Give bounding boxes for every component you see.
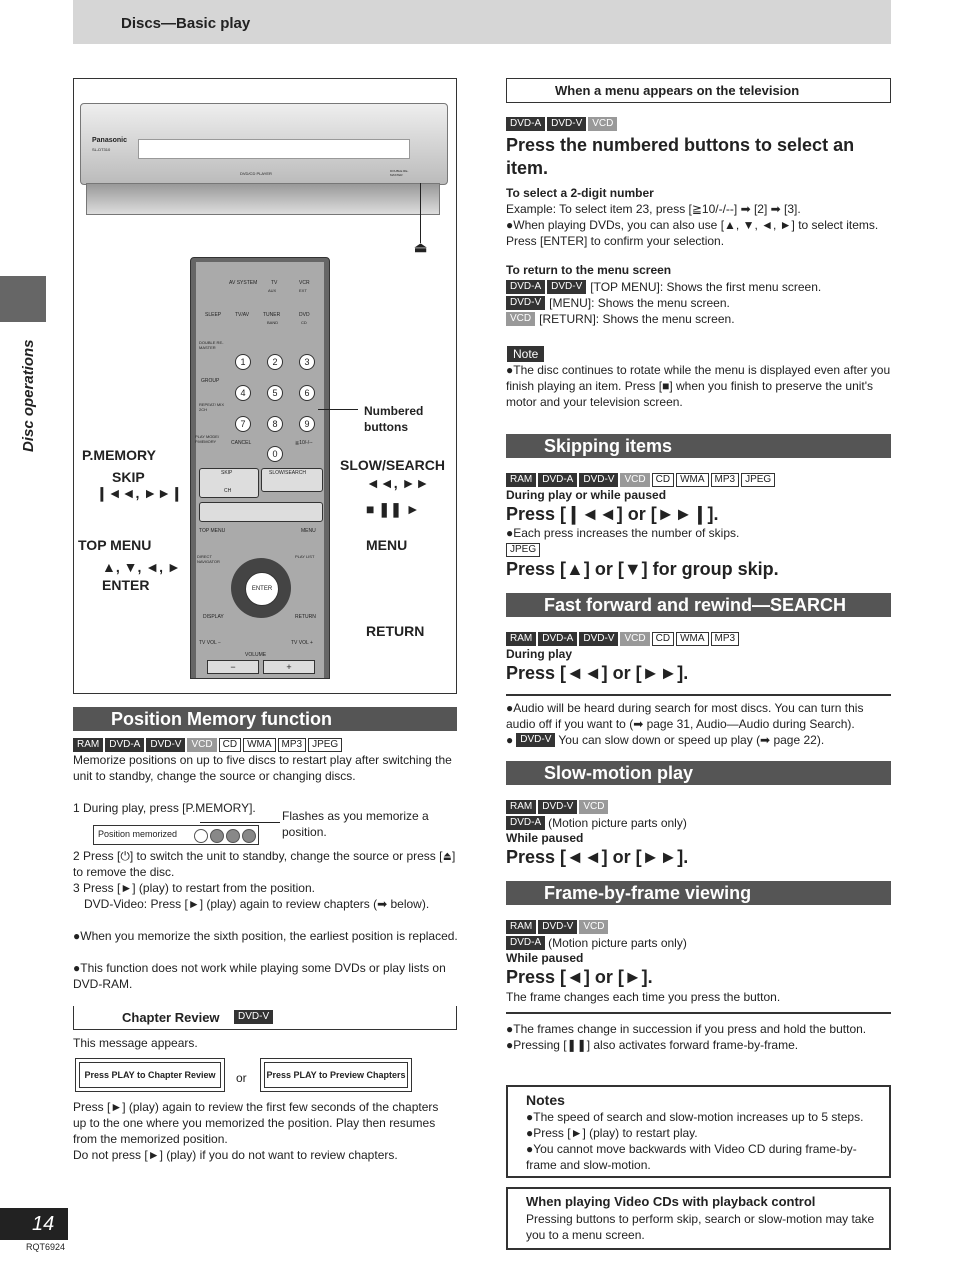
frame-dvda-row: DVD-A (Motion picture parts only): [506, 935, 687, 951]
eject-callout-line: [420, 183, 421, 243]
number-key: 8: [267, 416, 283, 432]
vcd-text: Pressing buttons to perform skip, search or slow-motion may take you to a menu screen.: [526, 1212, 875, 1242]
skip-bullet: ●Each press increases the number of skips.: [506, 526, 740, 540]
menu-press-heading: Press the numbered buttons to select an item.: [506, 135, 855, 178]
stop-pause-play-label: ■ ❚❚ ►: [366, 501, 420, 517]
flashes-note: Flashes as you memorize a position.: [282, 809, 429, 839]
indicator-lamp: [194, 829, 208, 843]
vcd-title: When playing Video CDs with playback control: [526, 1194, 816, 1209]
message-box-preview-chapters: Press PLAY to Preview Chapters: [260, 1058, 412, 1092]
badge: DVD-A: [506, 117, 545, 131]
top-menu-label: TOP MENU: [78, 537, 152, 553]
disc-badges-slow: [506, 800, 608, 814]
badge: VCD: [187, 738, 216, 752]
notes-title: Notes: [526, 1092, 565, 1108]
menu-line1: [TOP MENU]: Shows the first menu screen.: [590, 280, 822, 294]
number-key: 0: [267, 446, 283, 462]
slow-while: While paused: [506, 831, 584, 845]
badge: WMA: [676, 632, 708, 646]
skip-label: SKIP: [112, 469, 145, 485]
disc-badges-ffrew: [506, 632, 739, 646]
badge: RAM: [506, 632, 536, 646]
dvd-player-illustration: [80, 103, 446, 215]
badge: VCD: [579, 920, 608, 934]
chapter-review-box: [73, 1006, 457, 1030]
badge: JPEG: [741, 473, 775, 487]
note-label: Note: [507, 346, 544, 362]
menu-line2-row: [506, 295, 730, 311]
notes-box: [506, 1085, 891, 1178]
indicator-lamp: [242, 829, 256, 843]
chapter-review-title: Chapter Review: [122, 1010, 220, 1025]
number-key: 3: [299, 354, 315, 370]
skip-press-heading: Press [❙◄◄] or [►►❙].: [506, 504, 719, 524]
menu-sub2: To return to the menu screen: [506, 263, 672, 277]
indicator-lamp: [210, 829, 224, 843]
frame-press-heading: Press [◄] or [►].: [506, 967, 653, 987]
ffrew-bullet1: ●Audio will be heard during search for most discs. You can turn this audio off if you want to (➡ page 31, Audio—Audio during Search).: [506, 701, 864, 731]
illustration-frame: [73, 78, 457, 694]
chapter-review-badge: DVD-V: [234, 1010, 273, 1024]
section-title-frame-by-frame: Frame-by-frame viewing: [506, 881, 891, 905]
number-key: 7: [235, 416, 251, 432]
jpeg-badge: JPEG: [506, 543, 540, 557]
frame-desc: The frame changes each time you press the button.: [506, 990, 781, 1004]
badge: DVD-V: [146, 738, 185, 752]
notes-item: ●You cannot move backwards with Video CD during frame-by-frame and slow-motion.: [526, 1142, 857, 1172]
divider: [506, 694, 891, 696]
badge: DVD-V: [506, 296, 545, 310]
number-key: 5: [267, 385, 283, 401]
disc-badges-menu: [506, 117, 617, 131]
badge: VCD: [506, 312, 535, 326]
menu-example: Example: To select item 23, press [≧10/-/--] ➡ [2] ➡ [3].: [506, 202, 801, 216]
disc-badges-skip: [506, 473, 775, 487]
skip-during: During play or while paused: [506, 488, 667, 502]
return-label: RETURN: [366, 623, 425, 639]
chapter-review-appears: This message appears.: [73, 1036, 198, 1050]
badge: DVD-V: [579, 632, 618, 646]
slow-search-label: SLOW/SEARCH: [340, 457, 445, 473]
posmem-step3b: DVD-Video: Press [►] (play) again to review chapters (➡ below).: [84, 897, 430, 911]
header-title: Discs—Basic play: [121, 15, 251, 32]
badge: DVD-V: [547, 280, 586, 294]
badge: DVD-A: [538, 473, 577, 487]
number-key: 2: [267, 354, 283, 370]
pmemory-label: P.MEMORY: [82, 447, 156, 463]
badge: DVD-A: [506, 936, 545, 950]
side-tab: [0, 276, 46, 322]
menu-label: MENU: [366, 537, 408, 553]
disc-badges-posmem: [73, 738, 342, 752]
volume-plus: +: [263, 660, 315, 674]
badge: VCD: [620, 632, 649, 646]
device-label: DVD/CD PLAYER: [240, 171, 272, 176]
frame-bullet1: ●The frames change in succession if you press and hold the button.: [506, 1022, 867, 1036]
number-key: 4: [235, 385, 251, 401]
posmem-step1: 1 During play, press [P.MEMORY].: [73, 801, 256, 815]
message-box-chapter-review: Press PLAY to Chapter Review: [75, 1058, 225, 1092]
menu-box-title: When a menu appears on the television: [506, 78, 891, 103]
badge: VCD: [579, 800, 608, 814]
notes-item: ●The speed of search and slow-motion increases up to 5 steps.: [526, 1110, 864, 1124]
volume-minus: −: [207, 660, 259, 674]
eject-label: ⏏: [414, 239, 428, 255]
ffrew-bullet2: You can slow down or speed up play (➡ page 22).: [558, 733, 825, 747]
badge: VCD: [588, 117, 617, 131]
chapter-review-para1: Press [►] (play) again to review the first few seconds of the chapters up to the one where you memorized the position. Play then resumes from the memorized position.: [73, 1100, 439, 1146]
page-number: 14: [32, 1213, 55, 1235]
frame-while: While paused: [506, 951, 584, 965]
doc-code: RQT6924: [26, 1242, 66, 1252]
divider: [506, 1012, 891, 1014]
badge: DVD-V: [547, 117, 586, 131]
stop-pause-play-row: [199, 502, 323, 522]
ffrew-press-heading: Press [◄◄] or [►►].: [506, 663, 689, 683]
badge: MP3: [711, 473, 740, 487]
badge: DVD-V: [538, 800, 577, 814]
slow-dvda-row: DVD-A (Motion picture parts only): [506, 815, 687, 831]
badge: DVD-A: [538, 632, 577, 646]
badge: RAM: [73, 738, 103, 752]
badge: VCD: [620, 473, 649, 487]
indicator-lamp: [226, 829, 240, 843]
skip-symbols: ❙◄◄, ►►❙: [96, 485, 183, 501]
ffrew-during: During play: [506, 647, 573, 661]
posmem-note1: ●When you memorize the sixth position, the earliest position is replaced.: [73, 929, 458, 943]
position-indicator-display: [93, 825, 259, 845]
enter-label: ENTER: [102, 577, 150, 593]
badge: CD: [219, 738, 241, 752]
section-title-skipping: Skipping items: [506, 434, 891, 458]
menu-note: ●The disc continues to rotate while the menu is displayed even after you finish playing an item. Press [■] when you finish to preserve the unit's motor and your television screen.: [506, 363, 891, 409]
badge: RAM: [506, 920, 536, 934]
ffrew-bullet2-row: ● DVD-V You can slow down or speed up play (➡ page 22).: [506, 733, 825, 747]
header-bar: [73, 0, 891, 44]
badge: RAM: [506, 473, 536, 487]
disc-tray: [138, 139, 410, 159]
page-number-box: [0, 1208, 68, 1240]
badge: RAM: [506, 800, 536, 814]
number-key: 9: [299, 416, 315, 432]
disc-badges-frame: [506, 920, 608, 934]
badge: DVD-A: [506, 816, 545, 830]
badge: DVD-A: [506, 280, 545, 294]
posmem-step3: 3 Press [►] (play) to restart from the position.: [73, 881, 315, 895]
posmem-note2: ●This function does not work while playing some DVDs or play lists on DVD-RAM.: [73, 961, 446, 991]
section-title-position-memory: Position Memory function: [73, 707, 457, 731]
badge: JPEG: [308, 738, 342, 752]
group-skip-heading: Press [▲] or [▼] for group skip.: [506, 559, 779, 579]
menu-sub1: To select a 2-digit number: [506, 186, 654, 200]
enter-center: ENTER: [245, 572, 279, 606]
menu-bullet: ●When playing DVDs, you can also use [▲, ▼, ◄, ►] to select items. Press [ENTER] to confirm your selection.: [506, 218, 879, 248]
badge: DVD-V: [579, 473, 618, 487]
or-text: or: [236, 1071, 247, 1085]
section-title-slow-motion: Slow-motion play: [506, 761, 891, 785]
badge: DVD-A: [105, 738, 144, 752]
badge: CD: [652, 473, 674, 487]
device-model: SL-DT310: [92, 147, 111, 152]
remote-control-illustration: AV SYSTEM TV VCR AUX EXT SLEEP TV/AV TUNER BAND DVD CD DOUBLE RE-MASTER GROUP REPEAT/ MIX 2CH PLAY MODE/ P.MEMORY CANCEL ≧10/-/-- 1 2 3 4 5 6 7 8 9 0 SKIP CH SLOW/SEARCH TOP MENU MENU DIRECT NAVIGATOR PLAY LIST ENTER DISPLAY RETURN TV VOL − TV VOL + VOLUME − +: [190, 257, 330, 679]
device-brand: Panasonic: [92, 137, 128, 144]
badge: MP3: [278, 738, 307, 752]
arrows-label: ▲, ▼, ◄, ►: [102, 559, 181, 575]
slow-press-heading: Press [◄◄] or [►►].: [506, 847, 689, 867]
posmem-step2: 2 Press [⏻] to switch the unit to standby, change the source or press [⏏] to remove the disc.: [73, 849, 456, 879]
numbered-callout-line: [318, 409, 358, 410]
number-key: 1: [235, 354, 251, 370]
menu-line3-row: [506, 311, 735, 327]
vcd-box: [506, 1187, 891, 1250]
device-remaster-label: DOUBLE RE-MASTER: [390, 169, 409, 177]
menu-line2: [MENU]: Shows the menu screen.: [549, 296, 730, 310]
number-key: 6: [299, 385, 315, 401]
badge: CD: [652, 632, 674, 646]
badge: WMA: [243, 738, 275, 752]
side-label: Disc operations: [20, 339, 37, 452]
slow-search-symbols: ◄◄, ►►: [366, 475, 430, 491]
badge: DVD-V: [516, 733, 555, 747]
notes-item: ●Press [►] (play) to restart play.: [526, 1126, 698, 1140]
flashes-callout-line: [200, 822, 280, 823]
chapter-review-para2: Do not press [►] (play) if you do not want to review chapters.: [73, 1148, 398, 1162]
posmem-intro: Memorize positions on up to five discs to restart play after switching the unit to standby, change the source or changing discs.: [73, 753, 452, 783]
numbered-buttons-label: Numbered buttons: [364, 404, 424, 434]
frame-bullet2: ●Pressing [❚❚] also activates forward frame-by-frame.: [506, 1038, 799, 1052]
menu-line3: [RETURN]: Shows the menu screen.: [539, 312, 735, 326]
badge: MP3: [711, 632, 740, 646]
menu-line1-row: [506, 279, 821, 295]
badge: WMA: [676, 473, 708, 487]
position-indicator-text: Position memorized: [98, 829, 178, 839]
section-title-search: Fast forward and rewind—SEARCH: [506, 593, 891, 617]
badge: DVD-V: [538, 920, 577, 934]
